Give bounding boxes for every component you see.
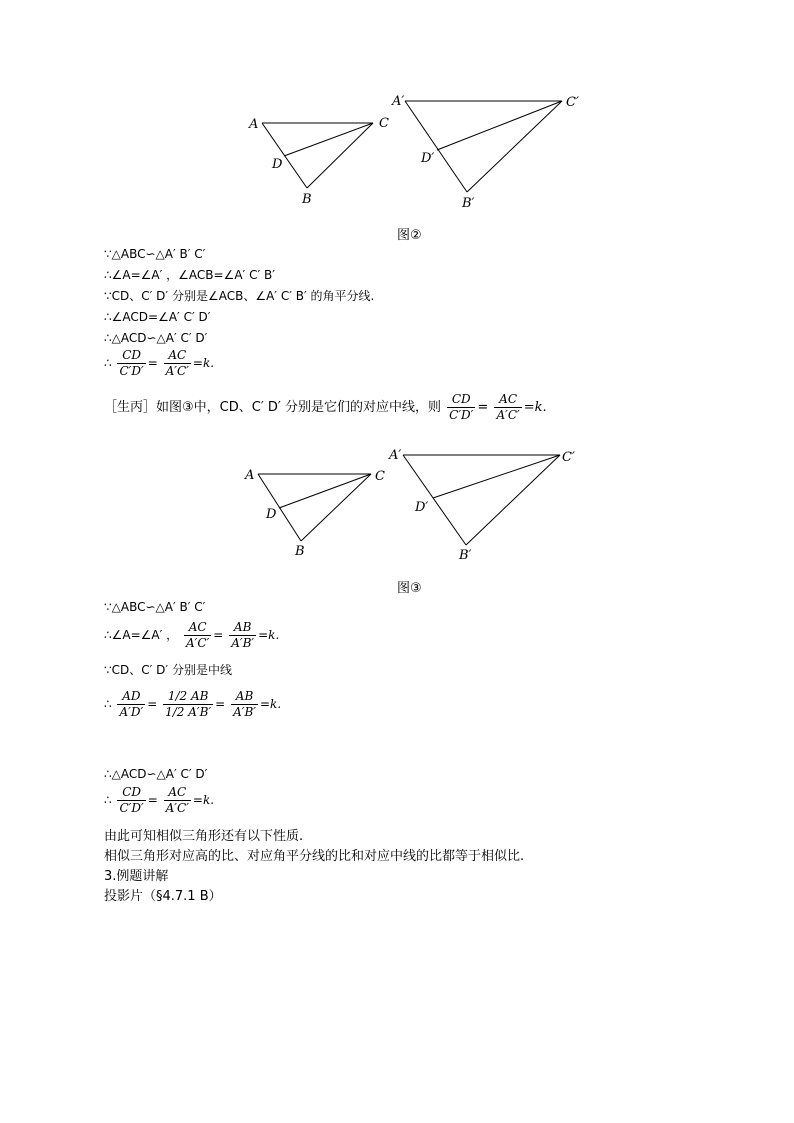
section-heading-examples: 3.例题讲解 <box>104 869 169 884</box>
fig3-label-A: A <box>245 468 255 483</box>
fig3-label-A-prime: A′ <box>389 448 402 463</box>
fraction-ac-over-apcp: $\frac{AC}{A'C'}$ <box>186 620 210 650</box>
intro3-line <box>104 392 547 423</box>
proof2-line6 <box>104 348 214 379</box>
fraction-ad-over-apdp: $\frac{AD}{A'D'}$ <box>119 689 144 719</box>
equals-k: =k. <box>523 400 547 415</box>
proof3-line2 <box>104 620 279 651</box>
proof2-line1: ∵△ABC∽△A′ B′ C′ <box>104 247 206 261</box>
figure2-small-triangle <box>248 116 389 207</box>
figure3-caption: 图③ <box>397 581 422 596</box>
projection-slide-reference: 投影片（§4.7.1 B） <box>104 889 222 904</box>
equals-sign: = <box>215 697 226 711</box>
equals-sign: = <box>477 400 489 415</box>
proof2-line5: ∴△ACD∽△A′ C′ D′ <box>104 331 208 345</box>
equals-k: =k. <box>192 793 215 807</box>
equals-k: =k. <box>192 356 215 370</box>
fraction-cd-over-cpdp: $\frac{CD}{C'D'}$ <box>449 392 474 422</box>
proof3-therefore-final: ∴ <box>104 793 112 807</box>
fig2-label-D: D <box>272 157 283 172</box>
fig2-label-C-prime: C′ <box>566 95 579 110</box>
fraction-ab-over-apbp: $\frac{AB}{A'B'}$ <box>231 620 255 650</box>
fig2-label-C: C <box>379 116 389 131</box>
fig2-label-D-prime: D′ <box>421 151 435 166</box>
fraction-ac-over-apcp: $\frac{AC}{A'C'}$ <box>496 392 520 422</box>
fig2-label-A-prime: A′ <box>392 94 405 109</box>
proof3-line4 <box>104 689 281 720</box>
fraction-half-ab-over-half-apbp: $\frac{1/2 AB}{1/2 A'B'}$ <box>165 689 212 719</box>
equals-sign: = <box>147 697 158 711</box>
fig3-label-D: D <box>266 507 277 522</box>
equals-sign: = <box>213 628 224 642</box>
fig3-label-C-prime: C′ <box>562 450 575 465</box>
fig2-label-A: A <box>249 117 259 132</box>
figure3-small-triangle <box>244 468 385 559</box>
fig3-label-B-prime: B′ <box>459 548 472 563</box>
proof2-line3: ∵CD、C′ D′ 分别是∠ACB、∠A′ C′ B′ 的角平分线. <box>104 289 375 303</box>
equals-k: =k. <box>260 697 282 711</box>
equals-sign: = <box>147 356 158 370</box>
intro3-text: ［生丙］如图③中，CD、C′ D′ 分别是它们的对应中线，则 <box>104 400 441 415</box>
proof3-line6 <box>104 785 214 816</box>
proof2-therefore: ∴ <box>104 356 112 370</box>
fraction-cd-over-cpdp: $\frac{CD}{C'D'}$ <box>119 785 144 815</box>
proof3-therefore: ∴ <box>104 697 112 711</box>
conclusion-line2: 相似三角形对应高的比、对应角平分线的比和对应中线的比都等于相似比. <box>104 849 525 864</box>
fraction-ab-over-apbp: $\frac{AB}{A'B'}$ <box>233 689 256 719</box>
proof3-line3: ∵CD、C′ D′ 分别是中线 <box>104 663 232 677</box>
proof2-line2: ∴∠A=∠A′ ，∠ACB=∠A′ C′ B′ <box>104 268 275 282</box>
figure2-caption: 图② <box>397 228 422 243</box>
equals-sign: = <box>147 793 158 807</box>
equals-k: =k. <box>258 628 280 642</box>
fraction-ac-over-apcp: $\frac{AC}{A'C'}$ <box>165 785 189 815</box>
proof3-angle-equal: ∴∠A=∠A′ ， <box>104 628 179 642</box>
proof3-line5: ∴△ACD∽△A′ C′ D′ <box>104 767 208 781</box>
proof3-line1: ∵△ABC∽△A′ B′ C′ <box>104 600 206 614</box>
fig2-label-B-prime: B′ <box>462 196 475 211</box>
figure3-large-triangle <box>388 448 575 563</box>
fig3-label-D-prime: D′ <box>415 500 429 515</box>
conclusion-line1: 由此可知相似三角形还有以下性质. <box>104 829 304 844</box>
fig2-label-B: B <box>302 192 312 207</box>
fraction-ac-over-apcp: $\frac{AC}{A'C'}$ <box>165 348 189 378</box>
fig3-label-C: C <box>375 469 385 484</box>
fraction-cd-over-cpdp: $\frac{CD}{C'D'}$ <box>119 348 144 378</box>
proof2-line4: ∴∠ACD=∠A′ C′ D′ <box>104 310 211 324</box>
fig3-label-B: B <box>295 544 305 559</box>
figure2-large-triangle <box>391 94 579 211</box>
